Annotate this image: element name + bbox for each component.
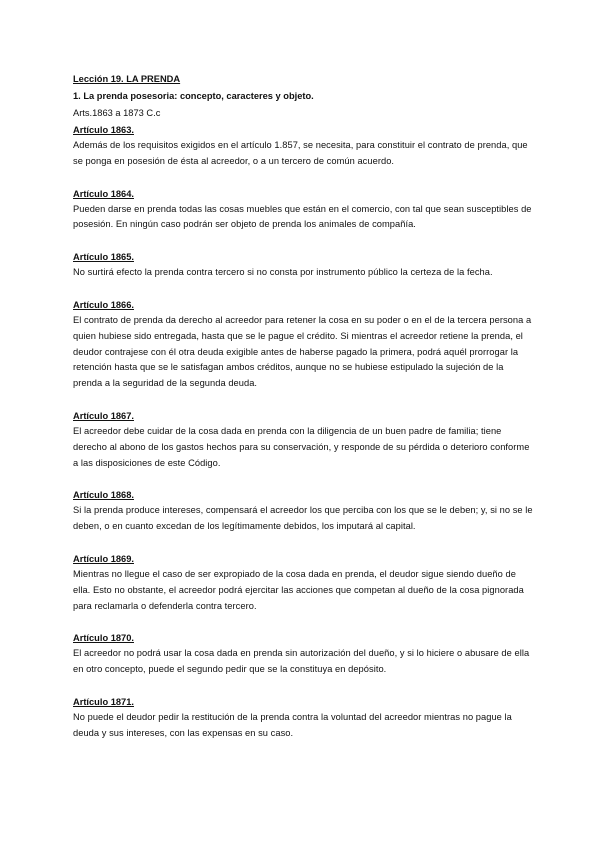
article-heading: Artículo 1864. [73, 188, 134, 199]
article-heading: Artículo 1869. [73, 553, 134, 564]
section-title: 1. La prenda posesoria: concepto, caracteres y objeto. [73, 91, 314, 101]
article-text: El contrato de prenda da derecho al acreedor para retener la cosa en su poder o en el de la tercera persona a quien hubiese sido entregada, hasta que se le pague el crédito. Si mientras el acreedor retiene la prenda, el deudor contrajese con él otra deuda exigible antes de haberse pagado la primera, podrá aquél prorrogar la retención hasta que se le satisfagan ambos créditos, aunque no se hubiese estipulado la sujeción de la prenda a la seguridad de la segunda deuda. [73, 314, 532, 389]
lesson-title: Lección 19. LA PRENDA [73, 74, 181, 84]
article-1871 [73, 694, 533, 742]
article-1863 [73, 122, 533, 170]
article-text: El acreedor no podrá usar la cosa dada en prenda sin autorización del dueño, y si lo hiciere o abusare de ella en otro concepto, puede el segundo pedir que se la constituya en depósito. [73, 648, 530, 675]
article-text: El acreedor debe cuidar de la cosa dada en prenda con la diligencia de un buen padre de familia; tiene derecho al abono de los gastos hechos para su conservación, y responde de su pérdida o deterioro conforme a las disposiciones de este Código. [73, 425, 530, 468]
article-heading: Artículo 1871. [73, 696, 134, 707]
article-heading: Artículo 1867. [73, 410, 134, 421]
article-1870 [73, 630, 533, 678]
article-heading: Artículo 1870. [73, 633, 134, 644]
article-1864 [73, 186, 533, 234]
article-text: Además de los requisitos exigidos en el artículo 1.857, se necesita, para constituir el contrato de prenda, que se ponga en posesión de ésta al acreedor, o a un tercero de común acuerdo. [73, 140, 528, 166]
articles-range: Arts.1863 a 1873 C.c [73, 108, 161, 118]
article-1869 [73, 551, 533, 614]
article-1865 [73, 249, 533, 281]
article-heading: Artículo 1863. [73, 125, 134, 135]
document-content [73, 72, 533, 742]
article-1866 [73, 297, 533, 392]
article-1868 [73, 487, 533, 535]
article-heading: Artículo 1865. [73, 252, 134, 263]
article-heading: Artículo 1868. [73, 490, 134, 501]
article-heading: Artículo 1866. [73, 299, 134, 310]
article-text: Mientras no llegue el caso de ser expropiado de la cosa dada en prenda, el deudor sigue siendo dueño de ella. Esto no obstante, el acreedor podrá ejercitar las acciones que competan al dueño de la cosa pignorada para reclamarla o defenderla contra tercero. [73, 568, 524, 611]
article-1867 [73, 408, 533, 471]
article-text: Pueden darse en prenda todas las cosas muebles que están en el comercio, con tal que sean susceptibles de posesión. En ningún caso podrán ser objeto de prenda los animales de compañía. [73, 203, 532, 230]
article-text: Si la prenda produce intereses, compensará el acreedor los que perciba con los que se le deben; y, si no se le deben, o en cuanto excedan de los legítimamente debidos, los imputará al capital. [73, 505, 533, 532]
article-text: No puede el deudor pedir la restitución de la prenda contra la voluntad del acreedor mientras no pague la deuda y sus intereses, con las expensas en su caso. [73, 711, 512, 738]
article-text: No surtirá efecto la prenda contra tercero si no consta por instrumento público la certeza de la fecha. [73, 267, 493, 278]
